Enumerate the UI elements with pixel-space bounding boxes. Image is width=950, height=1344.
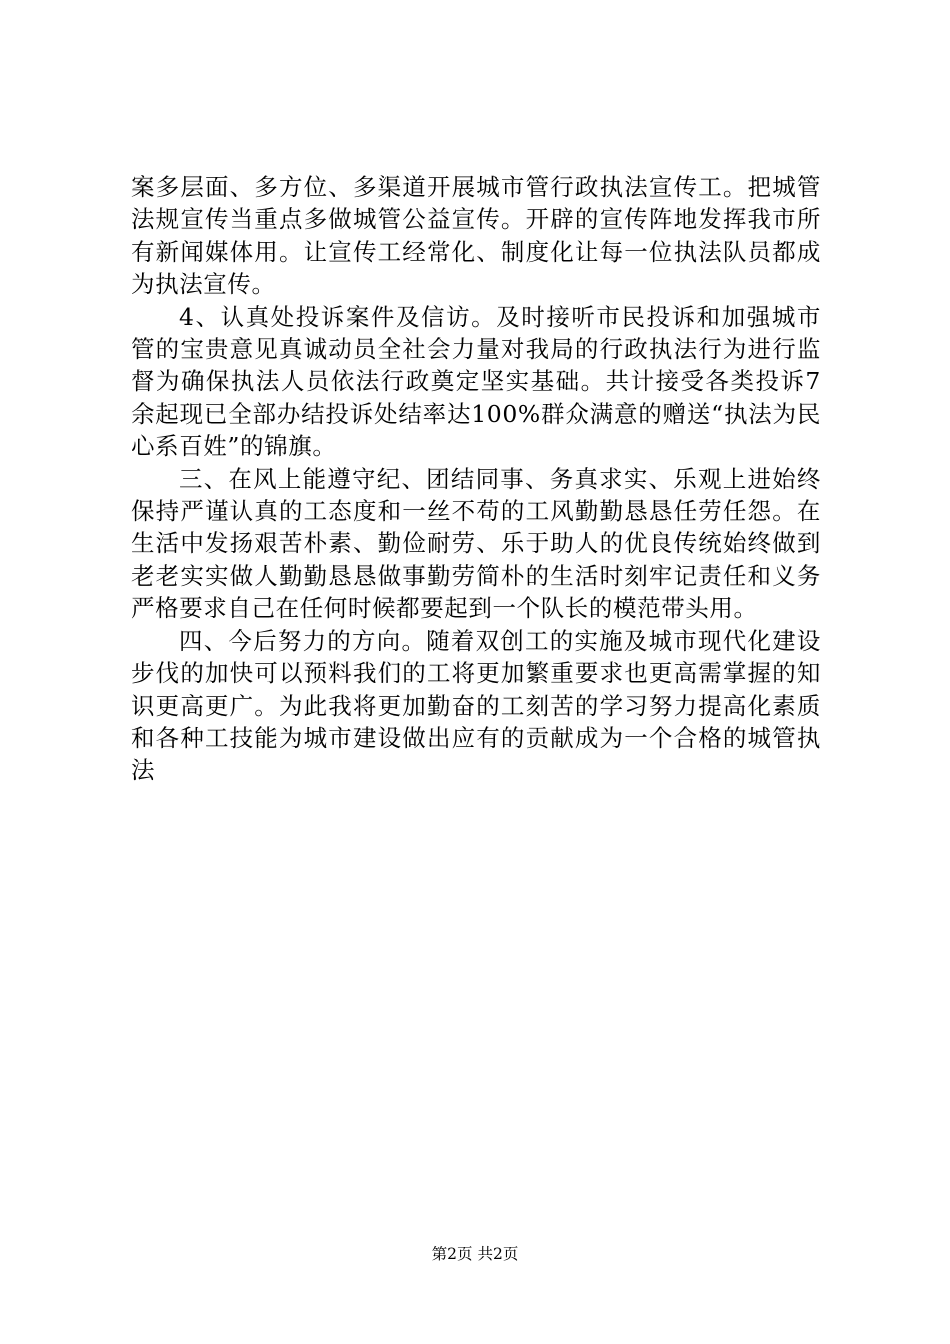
document-body	[131, 171, 821, 787]
paragraph-future-direction: 四、今后努力的方向。随着双创工的实施及城市现代化建设步伐的加快可以预料我们的工将更加繁重要求也更高需掌握的知识更高更广。为此我将更加勤奋的工刻苦的学习努力提高化素质和各种工技能为城市建设做出应有的贡献成为一个合格的城管执法	[131, 626, 821, 785]
paragraph-complaints: 4、认真处投诉案件及信访。及时接听市民投诉和加强城市管的宝贵意见真诚动员全社会力量对我局的行政执法行为进行监督为确保执法人员依法行政奠定坚实基础。共计接受各类投诉7余起现已全部办结投诉处结率达100%群众满意的赠送“执法为民心系百姓”的锦旗。	[131, 302, 821, 461]
paragraph-continuation: 案多层面、多方位、多渠道开展城市管行政执法宣传工。把城管法规宣传当重点多做城管公益宣传。开辟的宣传阵地发挥我市所有新闻媒体用。让宣传工经常化、制度化让每一位执法队员都成为执法宣传。	[131, 173, 821, 299]
page-footer	[0, 1244, 950, 1264]
paragraph-conduct: 三、在风上能遵守纪、团结同事、务真求实、乐观上进始终保持严谨认真的工态度和一丝不苟的工风勤勤恳恳任劳任怨。在生活中发扬艰苦朴素、勤俭耐劳、乐于助人的优良传统始终做到老老实实做人勤勤恳恳做事勤劳简朴的生活时刻牢记责任和义务严格要求自己在任何时候都要起到一个队长的模范带头用。	[131, 464, 821, 623]
page-number: 第2页 共2页	[431, 1245, 519, 1263]
